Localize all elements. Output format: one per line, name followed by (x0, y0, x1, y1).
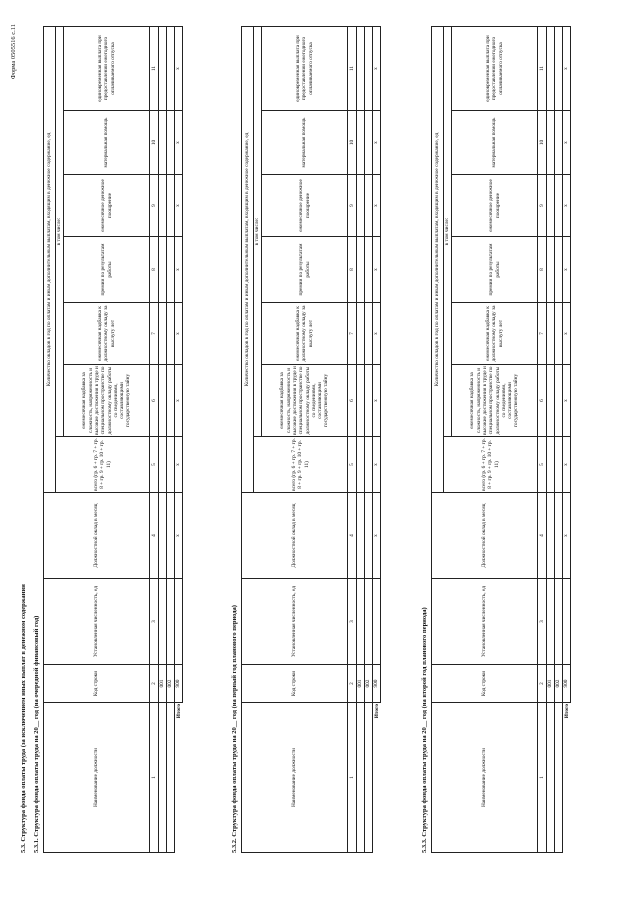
x-mark: x (373, 437, 381, 493)
position-cell[interactable] (357, 703, 365, 853)
header-position: Наименование должности (432, 703, 538, 853)
total-row (563, 26, 571, 852)
col-num: 6 (150, 365, 159, 437)
fund-table-2 (241, 26, 381, 853)
col-num: 10 (538, 111, 547, 175)
data-cell[interactable] (357, 175, 365, 237)
data-cell[interactable] (555, 237, 563, 303)
fund-table-3 (431, 26, 571, 853)
data-cell[interactable] (159, 493, 167, 579)
col-num: 2 (150, 665, 159, 703)
header-code: Код строки (432, 665, 538, 703)
data-cell[interactable] (357, 303, 365, 365)
col-num: 3 (150, 579, 159, 665)
total-code: 900 (563, 665, 571, 703)
table-row (547, 26, 555, 852)
data-cell[interactable] (365, 26, 373, 110)
total-staff[interactable] (373, 579, 381, 665)
position-cell[interactable] (167, 703, 175, 853)
col-num: 10 (348, 111, 357, 175)
col-num: 5 (348, 437, 357, 493)
header-c10: материальная помощь (64, 111, 150, 175)
column-numbers-row (348, 26, 357, 852)
col-num: 1 (538, 703, 547, 853)
col-num: 3 (348, 579, 357, 665)
data-cell[interactable] (555, 175, 563, 237)
x-mark: x (563, 26, 571, 110)
header-incl: в том числе: (254, 26, 262, 436)
header-c9: ежемесячное денежное поощрение (64, 175, 150, 237)
header-group: Количество окладов в год по оплатам и иным дополнительным выплатам, входящим в денежное содержание, ед (432, 26, 444, 492)
table-block-2 (241, 27, 381, 853)
header-incl: в том числе: (444, 26, 452, 436)
total-row (373, 26, 381, 852)
table-row (159, 26, 167, 852)
col-num: 2 (348, 665, 357, 703)
header-total: всего (гр. 6 + гр. 7 + гр. 8 + гр. 9 + гр. 10 + гр. 11) (56, 437, 150, 493)
data-cell[interactable] (555, 303, 563, 365)
total-code: 900 (373, 665, 381, 703)
x-mark: x (563, 365, 571, 437)
data-cell[interactable] (547, 237, 555, 303)
x-mark: x (175, 237, 183, 303)
col-num: 4 (150, 493, 159, 579)
data-cell[interactable] (555, 493, 563, 579)
x-mark: x (563, 303, 571, 365)
data-cell[interactable] (167, 579, 175, 665)
block-1-subtitle: 5.3.1. Структура фонда оплаты труда на 20__ год (на очередной финансовый год) (33, 615, 40, 853)
code-cell: 001 (159, 665, 167, 703)
data-cell[interactable] (547, 579, 555, 665)
header-group: Количество окладов в год по оплатам и иным дополнительным выплатам, входящим в денежное содержание, ед (44, 26, 56, 492)
header-total: всего (гр. 6 + гр. 7 + гр. 8 + гр. 9 + гр. 10 + гр. 11) (444, 437, 538, 493)
header-c6: ежемесячная надбавка за сложность, напряженность и высокие достижения в труде и специальном пространстве по должностному окладу работы со сведениями, составляющими государственную тайну (64, 365, 150, 437)
code-cell: 002 (167, 665, 175, 703)
header-c7: ежемесячная надбавка к должностному окладу за выслугу лет (452, 303, 538, 365)
data-cell[interactable] (547, 365, 555, 437)
form-code: Форма 0505516 с.11 (10, 24, 17, 80)
header-code: Код строки (44, 665, 150, 703)
data-cell[interactable] (365, 365, 373, 437)
col-num: 7 (348, 303, 357, 365)
data-cell[interactable] (365, 303, 373, 365)
total-label: Итого (373, 704, 380, 719)
data-cell[interactable] (159, 26, 167, 110)
x-mark: x (373, 175, 381, 237)
x-mark: x (175, 303, 183, 365)
fund-table-1 (43, 26, 183, 853)
header-group: Количество окладов в год по оплатам и иным дополнительным выплатам, входящим в денежное содержание, ед (242, 26, 254, 492)
data-cell[interactable] (547, 303, 555, 365)
position-cell[interactable] (159, 703, 167, 853)
data-cell[interactable] (357, 237, 365, 303)
header-incl: в том числе: (56, 26, 64, 436)
table-row (365, 26, 373, 852)
col-num: 6 (538, 365, 547, 437)
header-staff: Установленная численность, ед (242, 579, 348, 665)
total-staff[interactable] (175, 579, 183, 665)
code-cell: 001 (357, 665, 365, 703)
col-num: 9 (538, 175, 547, 237)
header-code: Код строки (242, 665, 348, 703)
data-cell[interactable] (167, 111, 175, 175)
col-num: 6 (348, 365, 357, 437)
column-numbers-row (538, 26, 547, 852)
position-cell[interactable] (555, 703, 563, 853)
col-num: 5 (150, 437, 159, 493)
data-cell[interactable] (357, 111, 365, 175)
data-cell[interactable] (555, 26, 563, 110)
x-mark: x (373, 26, 381, 110)
data-cell[interactable] (555, 437, 563, 493)
x-mark: x (563, 175, 571, 237)
x-mark: x (373, 365, 381, 437)
total-label: Итого (563, 704, 570, 719)
data-cell[interactable] (555, 579, 563, 665)
col-num: 11 (150, 26, 159, 110)
data-cell[interactable] (167, 175, 175, 237)
col-num: 7 (150, 303, 159, 365)
col-num: 4 (538, 493, 547, 579)
block-2-subtitle: 5.3.2. Структура фонда оплаты труда на 20__ год (на первый год планового периода) (231, 605, 238, 853)
total-code: 900 (175, 665, 183, 703)
col-num: 8 (538, 237, 547, 303)
table-row (555, 26, 563, 852)
header-c10: материальная помощь (262, 111, 348, 175)
data-cell[interactable] (555, 111, 563, 175)
data-cell[interactable] (365, 111, 373, 175)
x-mark: x (175, 26, 183, 110)
data-cell[interactable] (167, 237, 175, 303)
header-c11: единовременная выплата при предоставлении ежегодного оплачиваемого отпуска (262, 26, 348, 110)
section-title: 5.3. Структура фонда оплаты труда (за исключением иных выплат в денежном содержании (20, 584, 27, 853)
x-mark: x (563, 493, 571, 579)
data-cell[interactable] (547, 111, 555, 175)
header-c8: премии по результатам работы (452, 237, 538, 303)
data-cell[interactable] (365, 237, 373, 303)
header-c6: ежемесячная надбавка за сложность, напряженность и высокие достижения в труде и специальном пространстве по должностному окладу работы со сведениями, составляющими государственную тайну (262, 365, 348, 437)
header-salary: Должностной оклад в месяц (44, 493, 150, 579)
data-cell[interactable] (555, 365, 563, 437)
x-mark: x (175, 111, 183, 175)
col-num: 9 (348, 175, 357, 237)
col-num: 8 (150, 237, 159, 303)
header-salary: Должностной оклад в месяц (432, 493, 538, 579)
position-cell[interactable] (365, 703, 373, 853)
data-cell[interactable] (167, 365, 175, 437)
x-mark: x (175, 493, 183, 579)
data-cell[interactable] (159, 365, 167, 437)
header-position: Наименование должности (44, 703, 150, 853)
header-c10: материальная помощь (452, 111, 538, 175)
data-cell[interactable] (159, 111, 167, 175)
x-mark: x (373, 111, 381, 175)
code-cell: 002 (555, 665, 563, 703)
column-numbers-row (150, 26, 159, 852)
table-row (167, 26, 175, 852)
table-row (357, 26, 365, 852)
col-num: 9 (150, 175, 159, 237)
header-c8: премии по результатам работы (64, 237, 150, 303)
col-num: 7 (538, 303, 547, 365)
col-num: 5 (538, 437, 547, 493)
code-cell: 002 (365, 665, 373, 703)
header-c6: ежемесячная надбавка за сложность, напряженность и высокие достижения в труде и специальном пространстве по должностному окладу работы со сведениями, составляющими государственную тайну (452, 365, 538, 437)
col-num: 10 (150, 111, 159, 175)
table-block-1 (43, 27, 183, 853)
header-position: Наименование должности (242, 703, 348, 853)
data-cell[interactable] (357, 493, 365, 579)
data-cell[interactable] (167, 437, 175, 493)
x-mark: x (563, 111, 571, 175)
data-cell[interactable] (159, 175, 167, 237)
header-c8: премии по результатам работы (262, 237, 348, 303)
data-cell[interactable] (159, 437, 167, 493)
data-cell[interactable] (159, 303, 167, 365)
code-cell: 001 (547, 665, 555, 703)
col-num: 1 (348, 703, 357, 853)
table-block-3 (431, 27, 571, 853)
data-cell[interactable] (357, 365, 365, 437)
col-num: 11 (538, 26, 547, 110)
header-salary: Должностной оклад в месяц (242, 493, 348, 579)
data-cell[interactable] (159, 579, 167, 665)
data-cell[interactable] (547, 175, 555, 237)
x-mark: x (175, 365, 183, 437)
data-cell[interactable] (547, 437, 555, 493)
x-mark: x (373, 237, 381, 303)
header-total: всего (гр. 6 + гр. 7 + гр. 8 + гр. 9 + гр. 10 + гр. 11) (254, 437, 348, 493)
data-cell[interactable] (547, 26, 555, 110)
header-staff: Установленная численность, ед (432, 579, 538, 665)
data-cell[interactable] (357, 437, 365, 493)
total-row (175, 26, 183, 852)
data-cell[interactable] (167, 26, 175, 110)
col-num: 2 (538, 665, 547, 703)
x-mark: x (175, 437, 183, 493)
header-c11: единовременная выплата при предоставлении ежегодного оплачиваемого отпуска (452, 26, 538, 110)
col-num: 8 (348, 237, 357, 303)
x-mark: x (175, 175, 183, 237)
col-num: 1 (150, 703, 159, 853)
block-3-subtitle: 5.3.3. Структура фонда оплаты труда на 20__ год (на второй год планового периода) (421, 607, 428, 853)
x-mark: x (373, 303, 381, 365)
data-cell[interactable] (547, 493, 555, 579)
data-cell[interactable] (357, 579, 365, 665)
header-c7: ежемесячная надбавка к должностному окладу за выслугу лет (262, 303, 348, 365)
data-cell[interactable] (365, 437, 373, 493)
col-num: 4 (348, 493, 357, 579)
position-cell[interactable] (547, 703, 555, 853)
total-label: Итого (175, 704, 182, 719)
x-mark: x (563, 237, 571, 303)
x-mark: x (373, 493, 381, 579)
data-cell[interactable] (167, 493, 175, 579)
header-staff: Установленная численность, ед (44, 579, 150, 665)
data-cell[interactable] (159, 237, 167, 303)
col-num: 11 (348, 26, 357, 110)
data-cell[interactable] (365, 175, 373, 237)
col-num: 3 (538, 579, 547, 665)
header-c9: ежемесячное денежное поощрение (262, 175, 348, 237)
data-cell[interactable] (365, 579, 373, 665)
header-c7: ежемесячная надбавка к должностному окладу за выслугу лет (64, 303, 150, 365)
x-mark: x (563, 437, 571, 493)
data-cell[interactable] (167, 303, 175, 365)
header-c11: единовременная выплата при предоставлении ежегодного оплачиваемого отпуска (64, 26, 150, 110)
data-cell[interactable] (365, 493, 373, 579)
header-c9: ежемесячное денежное поощрение (452, 175, 538, 237)
data-cell[interactable] (357, 26, 365, 110)
total-staff[interactable] (563, 579, 571, 665)
